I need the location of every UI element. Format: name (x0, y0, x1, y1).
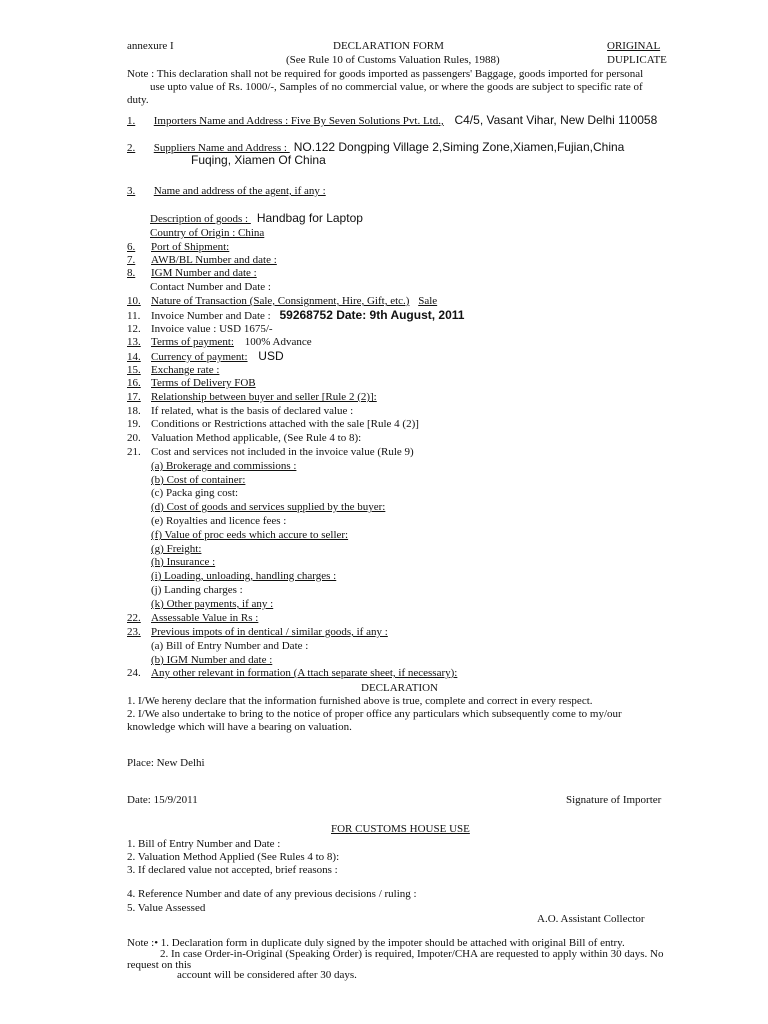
sub-container: (b) Cost of container: (151, 474, 246, 486)
item-invoice-value (127, 323, 273, 336)
item-number: 21. (127, 446, 141, 458)
customs-heading: FOR CUSTOMS HOUSE USE (331, 823, 470, 835)
terms-payment-label: Terms of payment: (151, 336, 234, 348)
footer-note-2: 2. In case Order-in-Original (Speaking Order) is required, Impoter/CHA are requested to apply within 30 days. No (160, 948, 664, 960)
item-number: 3. (127, 185, 136, 197)
exchange-rate-label: Exchange rate : (151, 364, 220, 376)
sub-royalties: (e) Royalties and licence fees : (151, 515, 287, 527)
item-number: 13. (127, 336, 141, 348)
customs-item-5: 5. Value Assessed (127, 902, 206, 914)
item-nature (127, 295, 437, 308)
note-line-3: duty. (127, 94, 149, 106)
item-number: 11. (127, 310, 141, 322)
original-label: ORIGINAL (607, 40, 661, 52)
importer-value: Five By Seven Solutions Pvt. Ltd., (290, 115, 444, 127)
item-number: 24. (127, 667, 141, 679)
item-description (150, 212, 363, 226)
invoice-number-label: Invoice Number and Date : (151, 310, 271, 322)
item-relationship (127, 391, 377, 404)
nature-value: Sale (418, 295, 438, 307)
nature-label: Nature of Transaction (Sale, Consignment, Hire, Gift, etc.) (151, 295, 410, 307)
declaration-para-2-cont: knowledge which will have a bearing on valuation. (127, 721, 352, 733)
item-number: 6. (127, 241, 136, 253)
sub-brokerage: (a) Brokerage and commissions : (151, 460, 297, 472)
item-number: 1. (127, 115, 136, 127)
conditions-label: Conditions or Restrictions attached with the sale [Rule 4 (2)] (151, 418, 419, 430)
footer-note-4: account will be considered after 30 days. (177, 969, 357, 981)
customs-item-1: 1. Bill of Entry Number and Date : (127, 838, 281, 850)
item-number: 14. (127, 351, 141, 363)
sub-other-payments: (k) Other payments, if any : (151, 598, 274, 610)
item-port (127, 241, 229, 254)
item-related-basis (127, 405, 353, 418)
supplier-value-line-2: Fuqing, Xiamen Of China (191, 153, 326, 167)
item-number: 15. (127, 364, 141, 376)
item-number: 8. (127, 267, 136, 279)
item-number: 22. (127, 612, 141, 624)
place: Place: New Delhi (127, 757, 205, 769)
date: Date: 15/9/2011 (127, 794, 198, 806)
valuation-method-label: Valuation Method applicable, (See Rule 4 to 8): (151, 432, 362, 444)
item-agent (127, 185, 326, 198)
item-invoice-number (127, 309, 464, 323)
item-igm (127, 267, 257, 280)
igm-label: IGM Number and date : (151, 267, 257, 279)
note-line-1: Note : This declaration shall not be required for goods imported as passengers' Baggage, goods imported for personal (127, 68, 644, 80)
agent-label: Name and address of the agent, if any : (153, 185, 326, 197)
customs-item-2: 2. Valuation Method Applied (See Rules 4 to 8): (127, 851, 340, 863)
item-importer (127, 114, 657, 128)
signature-label: Signature of Importer (566, 794, 662, 806)
annexure-label: annexure I (127, 40, 174, 52)
sub-freight: (g) Freight: (151, 543, 202, 555)
item-number: 18. (127, 405, 141, 417)
relationship-label: Relationship between buyer and seller [Rule 2 (2)]: (151, 391, 377, 403)
note-line-2: use upto value of Rs. 1000/-, Samples of no commercial value, or where the goods are subject to specific rate of (150, 81, 643, 93)
form-title: DECLARATION FORM (333, 40, 444, 52)
sub-bill-entry: (a) Bill of Entry Number and Date : (151, 640, 309, 652)
item-number: 19. (127, 418, 141, 430)
sub-insurance: (h) Insurance : (151, 556, 216, 568)
sub-loading: (i) Loading, unloading, handling charges : (151, 570, 337, 582)
importer-address: C4/5, Vasant Vihar, New Delhi 110058 (454, 113, 658, 127)
item-number: 7. (127, 254, 136, 266)
invoice-number-value: 59268752 Date: 9th August, 2011 (279, 308, 465, 322)
declaration-heading: DECLARATION (361, 682, 438, 694)
port-label: Port of Shipment: (151, 241, 230, 253)
item-exchange-rate (127, 364, 219, 377)
awb-label: AWB/BL Number and date : (151, 254, 277, 266)
item-awb (127, 254, 277, 267)
sub-goods-services: (d) Cost of goods and services supplied by the buyer: (151, 501, 386, 513)
item-number: 16. (127, 377, 141, 389)
form-subtitle: (See Rule 10 of Customs Valuation Rules, 1988) (286, 54, 500, 66)
cost-services-label: Cost and services not included in the invoice value (Rule 9) (151, 446, 414, 458)
supplier-label: Suppliers Name and Address : (153, 142, 290, 154)
item-assessable-value (127, 612, 258, 625)
footer-note-1: Note :• 1. Declaration form in duplicate duly signed by the impoter should be attached with original Bill of entry. (127, 937, 625, 949)
declaration-para-1: 1. I/We hereny declare that the information furnished above is true, complete and correct in every respect. (127, 695, 593, 707)
invoice-value-label: Invoice value : USD 1675/- (151, 323, 273, 335)
item-cost-services (127, 446, 414, 459)
item-number: 12. (127, 323, 141, 335)
footer-note-3: request on this (127, 959, 192, 971)
item-previous-imports (127, 626, 388, 639)
sub-landing: (j) Landing charges : (151, 584, 243, 596)
supplier-value: NO.122 Dongping Village 2,Siming Zone,Xiamen,Fujian,China (293, 140, 625, 154)
item-other-info (127, 667, 457, 680)
sub-igm-number: (b) IGM Number and date : (151, 654, 273, 666)
related-basis-label: If related, what is the basis of declared value : (151, 405, 354, 417)
item-conditions (127, 418, 419, 431)
description-label: Description of goods : (150, 213, 251, 225)
customs-item-4: 4. Reference Number and date of any previous decisions / ruling : (127, 888, 417, 900)
item-currency (127, 350, 284, 364)
item-valuation-method (127, 432, 361, 445)
customs-item-3: 3. If declared value not accepted, brief reasons : (127, 864, 338, 876)
item-number: 10. (127, 295, 141, 307)
sub-proceeds: (f) Value of proc eeds which accure to seller: (151, 529, 349, 541)
item-number: 23. (127, 626, 141, 638)
importer-label: Importers Name and Address : (153, 115, 291, 127)
currency-value: USD (258, 349, 284, 363)
item-number: 20. (127, 432, 141, 444)
currency-label: Currency of payment: (151, 351, 248, 363)
duplicate-label: DUPLICATE (607, 54, 667, 66)
description-value: Handbag for Laptop (256, 211, 363, 225)
assessable-value-label: Assessable Value in Rs : (151, 612, 259, 624)
previous-imports-label: Previous impots of in dentical / similar goods, if any : (151, 626, 388, 638)
item-number: 17. (127, 391, 141, 403)
item-number: 2. (127, 142, 136, 154)
contact-number: Contact Number and Date : (150, 281, 271, 293)
terms-payment-value: 100% Advance (244, 336, 312, 348)
item-terms-delivery (127, 377, 256, 390)
item-terms-payment (127, 336, 312, 349)
country-of-origin: Country of Origin : China (150, 227, 265, 239)
declaration-para-2: 2. I/We also undertake to bring to the notice of proper office any particulars which subsequently come to my/our (127, 708, 622, 720)
sub-packaging: (c) Packa ging cost: (151, 487, 239, 499)
officer-label: A.O. Assistant Collector (537, 913, 645, 925)
terms-delivery-label: Terms of Delivery FOB (151, 377, 256, 389)
other-info-label: Any other relevant in formation (A ttach separate sheet, if necessary): (151, 667, 458, 679)
